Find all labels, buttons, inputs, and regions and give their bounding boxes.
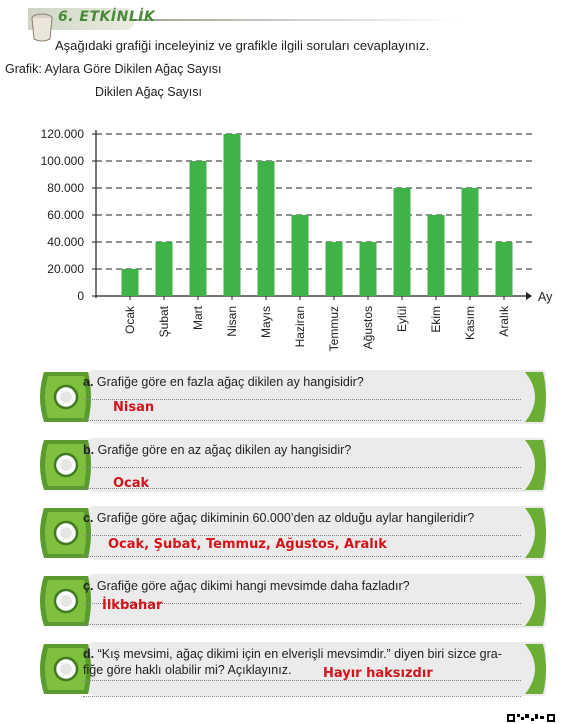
activity-title: 6. ETKİNLİK	[58, 9, 156, 25]
leaf-tab-right-icon	[521, 572, 549, 630]
pencil-cup-icon	[30, 12, 54, 42]
question-text	[83, 646, 502, 678]
handwritten-answer: Nisan	[113, 400, 155, 415]
answer-line	[83, 420, 521, 421]
question-text	[83, 510, 474, 526]
bar-eylül	[394, 188, 411, 296]
x-tick-label: Eylül	[395, 306, 409, 333]
question-text	[83, 374, 364, 390]
question-label: c.	[83, 511, 94, 525]
x-tick-label: Haziran	[293, 306, 307, 348]
x-tick-label: Nisan	[225, 306, 239, 337]
intro-text: Aşağıdaki grafiği inceleyiniz ve grafikle ilgili soruları cevaplayınız.	[55, 38, 430, 53]
bar-mayıs	[258, 161, 275, 296]
answer-line	[83, 535, 521, 536]
leaf-tab-right-icon	[521, 368, 549, 426]
handwritten-answer: Ocak, Şubat, Temmuz, Ağustos, Aralık	[108, 537, 387, 552]
answer-line	[83, 696, 521, 697]
x-axis-label: Ay	[538, 290, 553, 304]
leaf-tab-right-icon	[521, 504, 549, 562]
question-body: Grafiğe göre en az ağaç dikilen ay hangisidir?	[97, 443, 352, 457]
y-tick-label: 40.000	[47, 235, 84, 249]
question-text	[83, 442, 351, 458]
question-label: d.	[83, 647, 95, 661]
question-body-line2: fiğe göre haklı olabilir mi? Açıklayınız.	[83, 663, 292, 677]
x-tick-label: Şubat	[157, 306, 171, 338]
question-label: b.	[83, 443, 95, 457]
x-tick-label: Aralık	[497, 306, 511, 337]
bar-mart	[190, 161, 207, 296]
x-tick-label: Ocak	[123, 306, 137, 335]
x-tick-label: Ekim	[429, 306, 443, 333]
leaf-tab-right-icon	[521, 436, 549, 494]
bar-ekim	[428, 215, 445, 296]
bar-kasım	[462, 188, 479, 296]
chart-caption: Grafik: Aylara Göre Dikilen Ağaç Sayısı	[5, 62, 222, 76]
question-body: Grafiğe göre ağaç dikimi hangi mevsimde daha fazladır?	[96, 579, 410, 593]
y-tick-label: 20.000	[47, 262, 84, 276]
y-axis-label: Dikilen Ağaç Sayısı	[95, 85, 202, 99]
x-tick-label: Temmuz	[327, 306, 341, 352]
question-body-line1: “Kış mevsimi, ağaç dikimi için en elverişli mevsimdir.” diyen biri sizce gra-	[97, 647, 502, 661]
y-tick-label: 60.000	[47, 208, 84, 222]
bar-chart	[0, 80, 578, 370]
header-divider	[130, 19, 460, 21]
bar-ocak	[122, 269, 139, 296]
leaf-tab-right-icon	[521, 640, 549, 698]
y-tick-label: 100.000	[40, 154, 84, 168]
question-body: Grafiğe göre ağaç dikiminin 60.000’den az olduğu aylar hangileridir?	[96, 511, 475, 525]
y-tick-label: 80.000	[47, 181, 84, 195]
answer-line	[83, 556, 521, 557]
handwritten-answer: Hayır haksızdır	[323, 666, 433, 681]
bar-ağustos	[360, 242, 377, 296]
x-tick-label: Kasım	[463, 306, 477, 341]
bar-şubat	[156, 242, 173, 296]
question-label: a.	[83, 375, 94, 389]
x-tick-label: Mart	[191, 306, 205, 330]
handwritten-answer: İlkbahar	[102, 598, 163, 613]
bar-haziran	[292, 215, 309, 296]
bar-temmuz	[326, 242, 343, 296]
question-body: Grafiğe göre en fazla ağaç dikilen ay hangisidir?	[96, 375, 364, 389]
y-tick-label: 0	[77, 289, 84, 303]
answer-line	[83, 680, 521, 681]
handwritten-answer: Ocak	[113, 476, 150, 491]
y-tick-label: 120.000	[40, 127, 84, 141]
bar-aralık	[496, 242, 513, 296]
question-label: ç.	[83, 579, 94, 593]
x-axis-arrow	[526, 292, 532, 300]
x-tick-label: Mayıs	[259, 306, 273, 339]
x-tick-label: Ağustos	[361, 306, 375, 350]
question-text	[83, 578, 410, 594]
bar-nisan	[224, 134, 241, 296]
qr-code-icon	[507, 712, 557, 724]
answer-line	[83, 467, 521, 468]
answer-line	[83, 624, 521, 625]
